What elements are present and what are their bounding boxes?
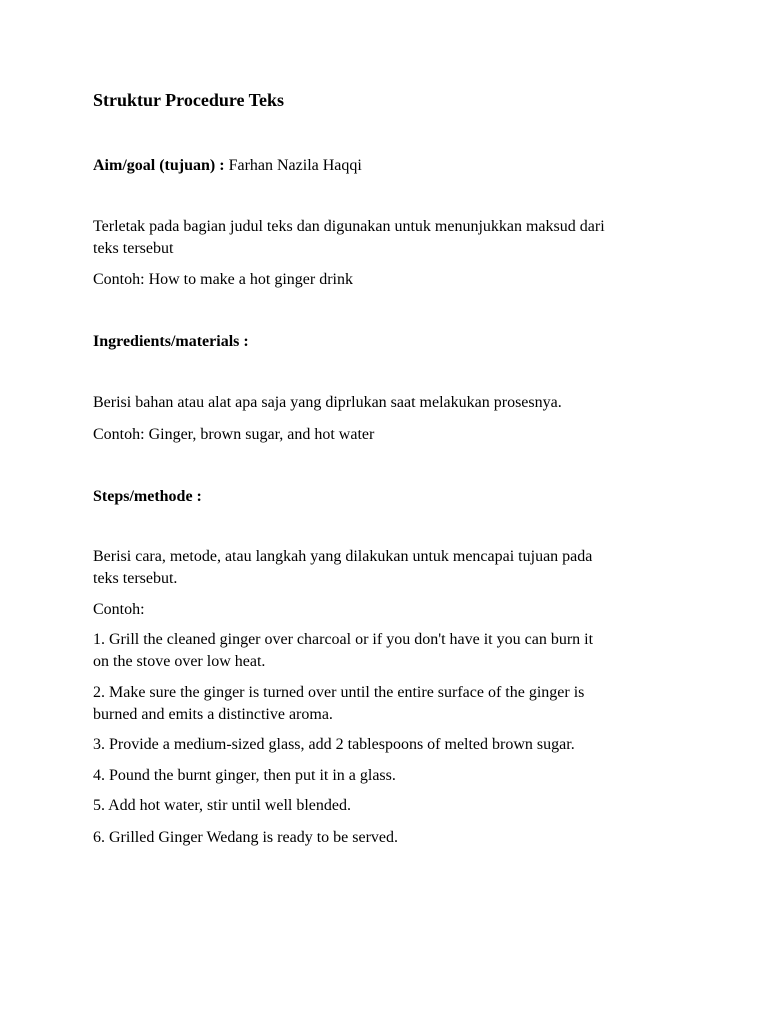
aim-description-line-1: Terletak pada bagian judul teks dan digunakan untuk menunjukkan maksud dari	[93, 218, 605, 235]
steps-example-label: Contoh:	[93, 601, 145, 618]
steps-heading: Steps/methode :	[93, 488, 202, 505]
ingredients-description: Berisi bahan atau alat apa saja yang diprlukan saat melakukan prosesnya.	[93, 394, 562, 411]
step-item-1-line-2: on the stove over low heat.	[93, 653, 266, 670]
aim-example: Contoh: How to make a hot ginger drink	[93, 271, 353, 288]
step-item-4: 4. Pound the burnt ginger, then put it in a glass.	[93, 767, 396, 784]
aim-label: Aim/goal (tujuan) :	[93, 157, 225, 174]
step-item-3: 3. Provide a medium-sized glass, add 2 tablespoons of melted brown sugar.	[93, 736, 575, 753]
author-name: Farhan Nazila Haqqi	[228, 157, 362, 174]
step-item-6: 6. Grilled Ginger Wedang is ready to be served.	[93, 829, 398, 846]
steps-description-line-1: Berisi cara, metode, atau langkah yang dilakukan untuk mencapai tujuan pada	[93, 548, 593, 565]
aim-description-line-2: teks tersebut	[93, 240, 174, 257]
document-title: Struktur Procedure Teks	[93, 90, 285, 110]
step-item-1-line-1: 1. Grill the cleaned ginger over charcoal or if you don't have it you can burn it	[93, 631, 594, 648]
ingredients-example: Contoh: Ginger, brown sugar, and hot water	[93, 426, 375, 443]
ingredients-heading: Ingredients/materials :	[93, 333, 249, 350]
step-item-5: 5. Add hot water, stir until well blended.	[93, 797, 351, 814]
step-item-2-line-1: 2. Make sure the ginger is turned over until the entire surface of the ginger is	[93, 684, 585, 701]
steps-description-line-2: teks tersebut.	[93, 570, 178, 587]
aim-line	[93, 155, 693, 177]
step-item-2-line-2: burned and emits a distinctive aroma.	[93, 706, 333, 723]
